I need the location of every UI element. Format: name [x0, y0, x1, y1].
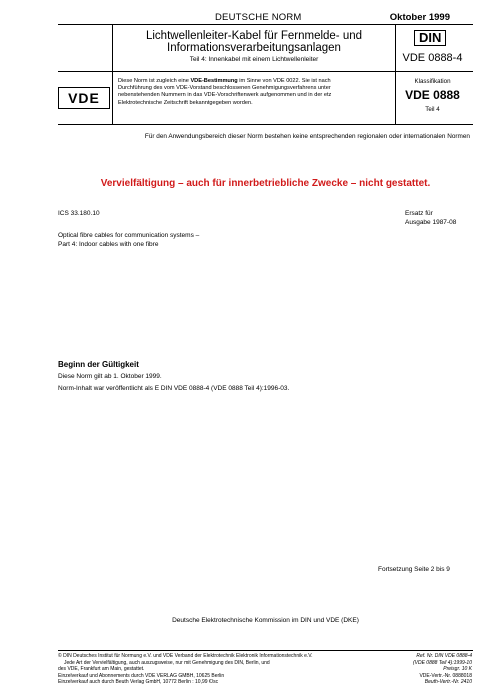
- divider-title-bottom: [58, 71, 473, 72]
- validity-line-2: Norm-Inhalt war veröffentlicht als E DIN VDE 0888-4 (VDE 0888 Teil 4):1996-03.: [58, 385, 290, 392]
- title-line-2: Informationsverarbeitungsanlagen: [167, 42, 341, 54]
- divider-header-bottom: [58, 124, 473, 125]
- vde-note-line-2: Durchführung des vom VDE-Vorstand beschlossenen Genehmigungsverfahrens unter: [118, 85, 331, 92]
- din-logo: DIN: [414, 30, 446, 46]
- continuation-note: Fortsetzung Seite 2 bis 9: [378, 566, 450, 573]
- vde-note-prefix: Diese Norm ist zugleich eine: [118, 78, 191, 84]
- validity-heading: Beginn der Gültigkeit: [58, 360, 139, 369]
- vde-note-bold: VDE-Bestimmung: [190, 78, 238, 84]
- footer-left-line-5: Einzelverkauf auch durch Beuth Verlag GmbH, 10772 Berlin : 10,99 €/sc: [58, 679, 219, 685]
- footer-right-line-3: Preisgr. 10 K: [443, 666, 472, 672]
- divider-footer: [58, 650, 473, 651]
- footer-left-line-2: Jede Art der Vervielfältigung, auch auszugsweise, nur mit Genehmigung des DIN, Berlin, und: [64, 659, 270, 666]
- document-title: [112, 30, 396, 54]
- vde-note: [118, 78, 390, 107]
- copy-warning: Vervielfältigung – auch für innerbetriebliche Zwecke – nicht gestattet.: [100, 178, 431, 189]
- publication-date: Oktober 1999: [389, 12, 450, 23]
- classification-part: Teil 4: [425, 106, 440, 113]
- classification-number: VDE 0888: [405, 88, 460, 102]
- footer-left-line-1: © DIN Deutsches Institut für Normung e.V. und VDE Verband der Elektrotechnik Elektronik Informationstechnik e.V.: [58, 653, 313, 659]
- document-subtitle: Teil 4: Innenkabel mit einem Lichtwellenleiter: [189, 56, 319, 63]
- footer-right-line-4: VDE-Vertr.-Nr. 0888018: [419, 672, 472, 679]
- region-note: Für den Anwendungsbereich dieser Norm bestehen keine entsprechenden regionalen oder internationalen Normen: [144, 133, 470, 140]
- divider-top: [58, 24, 473, 25]
- footer-copyright: [58, 653, 358, 686]
- title-line-1: Lichtwellenleiter-Kabel für Fernmelde- und: [145, 30, 363, 42]
- replacement-line-2: Ausgabe 1987-08: [405, 218, 457, 226]
- vde-note-line-3: nebenstehenden Nummern in das VDE-Vorschriftenwerk aufgenommen und in der etz: [118, 92, 332, 99]
- english-title-line-1: Optical fibre cables for communication systems –: [58, 232, 200, 239]
- english-title: [58, 232, 199, 249]
- committee-name: Deutsche Elektrotechnische Kommission im DIN und VDE (DKE): [172, 617, 359, 624]
- vde-note-suffix: im Sinne von VDE 0022. Sie ist nach: [237, 78, 331, 84]
- standard-type: DEUTSCHE NORM: [215, 12, 302, 23]
- vde-note-line-4: Elektrotechnische Zeitschrift bekanntgegeben worden.: [118, 99, 253, 106]
- replacement-line-1: Ersatz für: [405, 210, 433, 217]
- replacement-note: [405, 210, 456, 227]
- footer-right-line-5: Beuth-Vertr.-Nr. 2410: [424, 679, 472, 685]
- footer-left-line-3: des VDE, Frankfurt am Main, gestattet.: [58, 666, 145, 672]
- footer-right-line-1: Ref. Nr. DIN VDE 0888-4: [416, 653, 472, 659]
- footer-reference: [380, 653, 472, 686]
- din-document-number: VDE 0888-4: [402, 52, 463, 64]
- vde-note-line-1: [118, 78, 390, 85]
- english-title-line-2: Part 4: Indoor cables with one fibre: [58, 240, 159, 248]
- footer-right-line-2: (VDE 0888 Teil 4):1999-10: [412, 659, 472, 666]
- classification-label: Klassifikation: [414, 78, 451, 85]
- ics-code: ICS 33.180.10: [58, 210, 100, 217]
- vde-logo: VDE: [58, 87, 110, 109]
- footer-left-line-4: Einzelverkauf und Abonnements durch VDE VERLAG GMBH, 10625 Berlin: [58, 672, 225, 679]
- validity-line-1: Diese Norm gilt ab 1. Oktober 1999.: [58, 373, 162, 380]
